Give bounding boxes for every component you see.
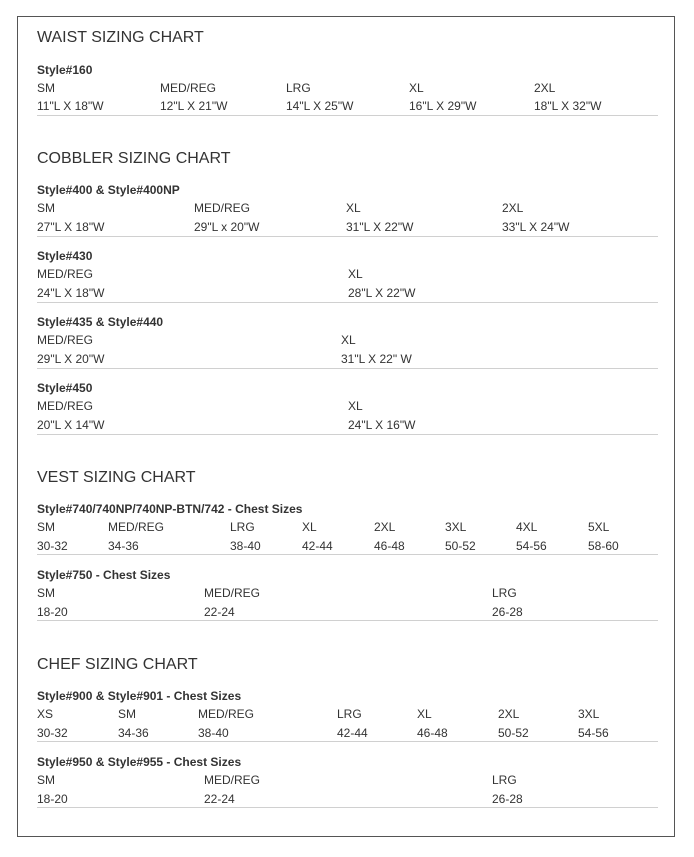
row-divider <box>37 368 658 369</box>
size-value: 38-40 <box>198 726 229 740</box>
size-header: 5XL <box>588 520 610 534</box>
size-header: MED/REG <box>37 267 94 281</box>
size-header: SM <box>37 201 55 215</box>
size-value: 26-28 <box>492 605 523 619</box>
size-value: 50-52 <box>445 539 476 553</box>
size-value: 14"L X 25"W <box>286 99 354 113</box>
size-header: LRG <box>337 707 362 721</box>
size-value: 28"L X 22"W <box>348 286 416 300</box>
row-divider <box>37 620 658 621</box>
size-header: MED/REG <box>37 333 94 347</box>
style-label: Style#430 <box>37 249 93 263</box>
style-label: Style#435 & Style#440 <box>37 315 164 329</box>
style-label: Style#750 - Chest Sizes <box>37 568 171 582</box>
size-value: 42-44 <box>337 726 368 740</box>
size-header: LRG <box>230 520 255 534</box>
size-value: 29"L X 20"W <box>37 352 105 366</box>
row-divider <box>37 554 658 555</box>
size-header: MED/REG <box>108 520 165 534</box>
size-value: 31"L X 22" W <box>341 352 412 366</box>
size-value: 31"L X 22"W <box>346 220 414 234</box>
size-header: 3XL <box>445 520 467 534</box>
size-value: 46-48 <box>417 726 448 740</box>
size-value: 24"L X 16"W <box>348 418 416 432</box>
size-header: SM <box>37 81 55 95</box>
size-header: MED/REG <box>198 707 255 721</box>
size-value: 33"L X 24"W <box>502 220 570 234</box>
size-value: 12"L X 21"W <box>160 99 228 113</box>
size-header: XL <box>341 333 356 347</box>
size-header: MED/REG <box>160 81 217 95</box>
size-value: 24"L X 18"W <box>37 286 105 300</box>
size-value: 50-52 <box>498 726 529 740</box>
size-value: 30-32 <box>37 539 68 553</box>
size-value: 22-24 <box>204 605 235 619</box>
size-value: 27"L X 18"W <box>37 220 105 234</box>
style-label: Style#450 <box>37 381 93 395</box>
style-label: Style#950 & Style#955 - Chest Sizes <box>37 755 242 769</box>
size-header: LRG <box>492 586 517 600</box>
section-title: CHEF SIZING CHART <box>37 656 198 673</box>
size-header: LRG <box>492 773 517 787</box>
section-title: VEST SIZING CHART <box>37 469 196 486</box>
size-value: 34-36 <box>118 726 149 740</box>
size-header: SM <box>37 520 55 534</box>
size-value: 54-56 <box>516 539 547 553</box>
size-value: 16"L X 29"W <box>409 99 477 113</box>
style-label: Style#900 & Style#901 - Chest Sizes <box>37 689 242 703</box>
size-value: 11"L X 18"W <box>37 99 104 113</box>
size-value: 18-20 <box>37 792 68 806</box>
size-header: 4XL <box>516 520 538 534</box>
size-value: 26-28 <box>492 792 523 806</box>
size-header: LRG <box>286 81 311 95</box>
size-header: XL <box>348 267 363 281</box>
size-header: XL <box>417 707 432 721</box>
style-label: Style#740/740NP/740NP-BTN/742 - Chest Sizes <box>37 502 303 516</box>
row-divider <box>37 741 658 742</box>
size-header: MED/REG <box>194 201 251 215</box>
size-value: 22-24 <box>204 792 235 806</box>
size-header: 2XL <box>502 201 524 215</box>
size-value: 38-40 <box>230 539 261 553</box>
size-value: 42-44 <box>302 539 333 553</box>
style-label: Style#160 <box>37 63 93 77</box>
size-header: SM <box>118 707 136 721</box>
size-header: XL <box>346 201 361 215</box>
row-divider <box>37 302 658 303</box>
size-value: 18-20 <box>37 605 68 619</box>
size-header: 2XL <box>534 81 556 95</box>
sizing-chart-panel <box>17 16 675 837</box>
row-divider <box>37 115 658 116</box>
size-header: SM <box>37 773 55 787</box>
size-header: XL <box>348 399 363 413</box>
size-value: 46-48 <box>374 539 405 553</box>
section-title: WAIST SIZING CHART <box>37 29 204 46</box>
size-header: MED/REG <box>204 586 261 600</box>
style-label: Style#400 & Style#400NP <box>37 183 180 197</box>
row-divider <box>37 434 658 435</box>
size-header: XS <box>37 707 54 721</box>
size-value: 29"L x 20"W <box>194 220 260 234</box>
row-divider <box>37 236 658 237</box>
size-value: 34-36 <box>108 539 139 553</box>
size-header: MED/REG <box>37 399 94 413</box>
size-value: 20"L X 14"W <box>37 418 105 432</box>
size-value: 54-56 <box>578 726 609 740</box>
size-header: MED/REG <box>204 773 261 787</box>
row-divider <box>37 807 658 808</box>
size-header: XL <box>302 520 317 534</box>
size-header: 2XL <box>498 707 520 721</box>
size-value: 58-60 <box>588 539 619 553</box>
size-header: 3XL <box>578 707 600 721</box>
size-value: 30-32 <box>37 726 68 740</box>
size-header: 2XL <box>374 520 396 534</box>
size-header: XL <box>409 81 424 95</box>
section-title: COBBLER SIZING CHART <box>37 150 231 167</box>
size-header: SM <box>37 586 55 600</box>
size-value: 18"L X 32"W <box>534 99 602 113</box>
